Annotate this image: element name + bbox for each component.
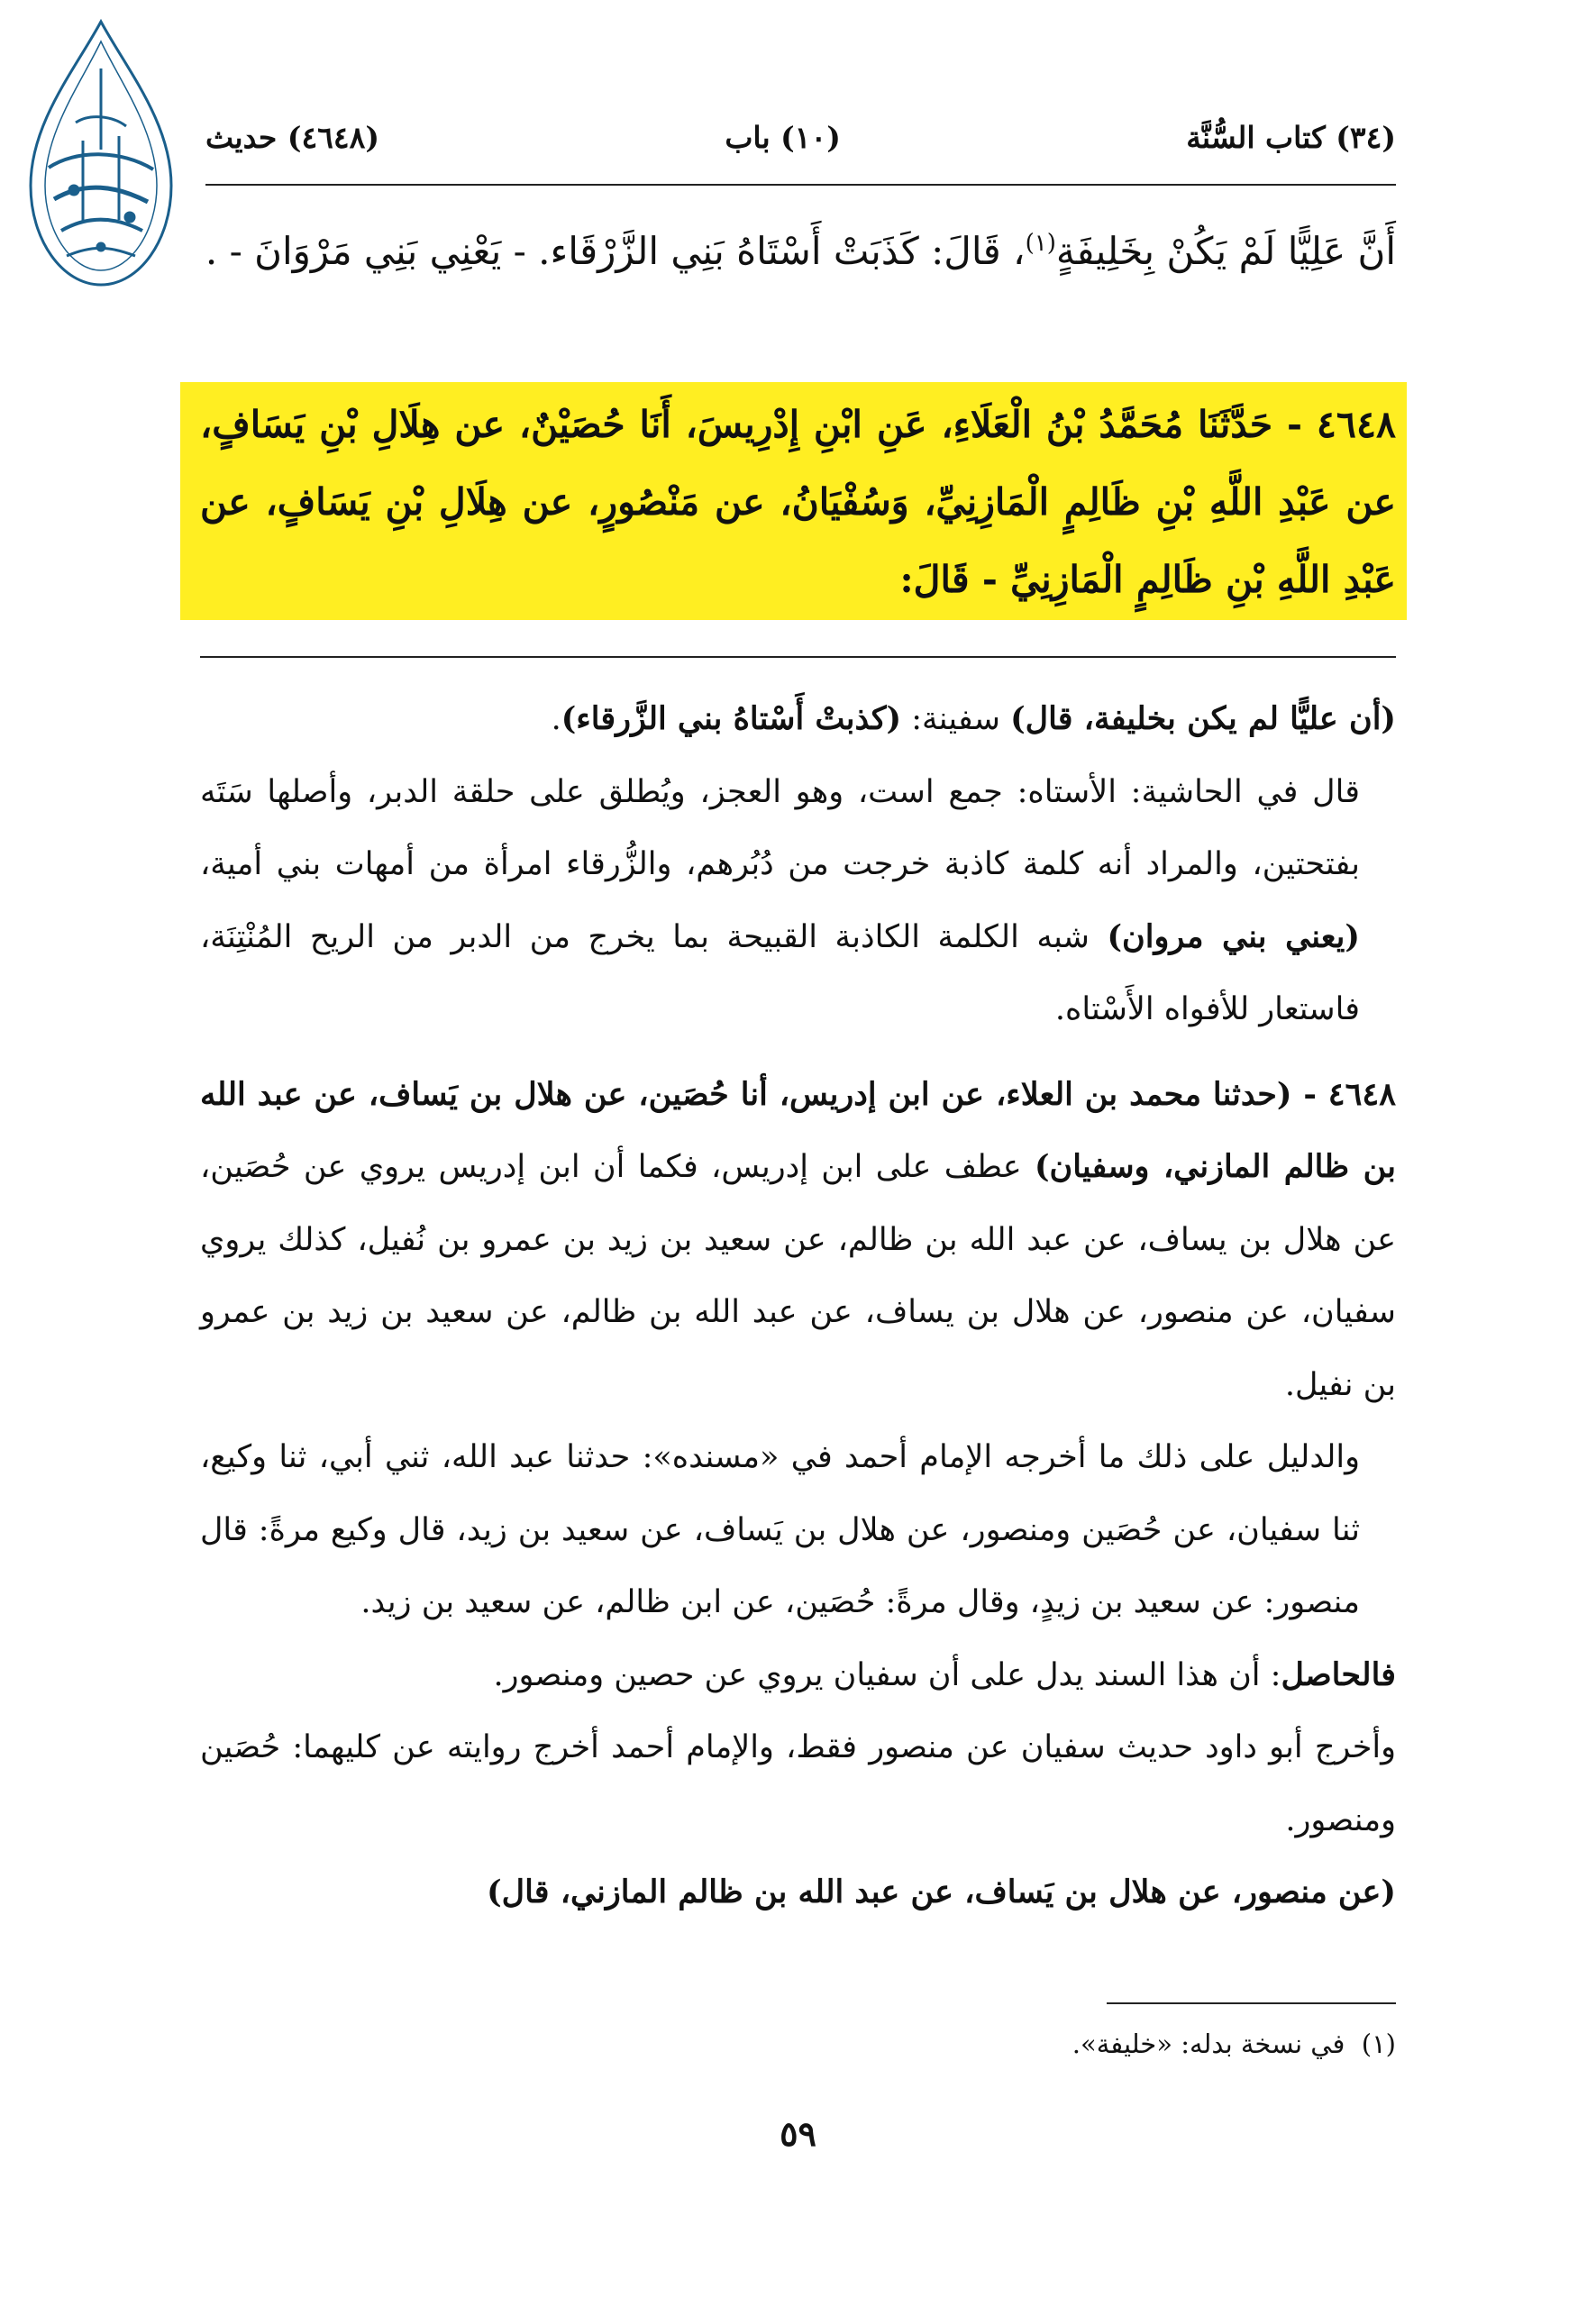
- sharh-text: قال في الحاشية: الأستاه: جمع است، وهو العجز، ويُطلق على حلقة الدبر، وأصلها سَتَه بفتحتين، والمراد أنه كلمة كاذبة خرجت من دُبُرهم، والزُّرقاء امرأة من أمهات بني أمية،: [200, 773, 1360, 882]
- sharh-paragraph-2: [200, 756, 1396, 1046]
- sharh-text: سفينة:: [901, 701, 1011, 737]
- quoted-matn: (كذبتْ أَسْتاهُ بني الزَّرقاء): [561, 700, 902, 737]
- hadith-number: ٤٦٤٨ -: [1287, 403, 1396, 446]
- sharh-paragraph-6: وأخرج أبو داود حديث سفيان عن منصور فقط، والإمام أحمد أخرج روايته عن كليهما: حُصَين ومنصور.: [200, 1729, 1396, 1838]
- commentary: [200, 683, 1396, 1929]
- sharh-paragraph-7: [200, 1856, 1396, 1929]
- hadith-4648-matn: [200, 386, 1396, 618]
- footnote: [200, 2017, 1396, 2071]
- quoted-isnad: (عن منصور، عن هلال بن يَساف، عن عبد الله بن ظالم المازني، قال): [487, 1874, 1396, 1910]
- isnad-text: مُحَمَّدُ بْنُ الْعَلَاءِ، عَنِ ابْنِ إِدْرِيسَ، أَنَا حُصَيْنٌ، عن هِلَالِ بْنِ يَسَافٍ، عن عَبْدِ اللَّهِ بْنِ ظَالِمٍ الْمَازِنِيِّ، وَسُفْيَانُ، عن مَنْصُورٍ، عن هِلَالِ بْنِ يَسَافٍ، عن عَبْدِ اللَّهِ بْنِ ظَالِمٍ الْمَازِنِيِّ - قَالَ:: [200, 403, 1396, 601]
- footnote-marker[interactable]: (١): [1025, 230, 1056, 257]
- calligraphy-seal-icon: [13, 14, 189, 294]
- matn-text-rest: ، قَالَ: كَذَبَتْ أَسْتَاهُ بَنِي الزَّرْقَاء. - يَعْنِي بَنِي مَرْوَانَ - .: [205, 229, 1026, 273]
- sharh-paragraph-1: [200, 683, 1396, 756]
- sharh-text: شبه الكلمة الكاذبة القبيحة بما يخرج من الدبر من الريح المُنْتِنَة، فاستعار للأفواه الأَسْتاه.: [200, 918, 1360, 1027]
- matn-text: أَنَّ عَلِيًّا لَمْ يَكُنْ بِخَلِيفَةٍ: [1055, 229, 1396, 273]
- header-book-title: (٣٤) كتاب السُّنَّة: [1186, 119, 1396, 155]
- header-hadith-number: (٤٦٤٨) حديث: [205, 119, 379, 155]
- running-header: [205, 110, 1396, 164]
- sharh-paragraph-5: [200, 1639, 1396, 1712]
- page-number: ٥٩: [780, 2113, 816, 2154]
- sharh-paragraph-4: والدليل على ذلك ما أخرجه الإمام أحمد في «مسنده»: حدثنا عبد الله، ثني أبي، ثنا وكيع، ثنا سفيان، عن حُصَين ومنصور، عن هلال بن يَساف، عن سعيد بن زيد، قال وكيع مرةً: قال منصور: عن سعيد بن زيدٍ، وقال مرةً: حُصَين، عن ابن ظالم، عن سعيد بن زيد.: [200, 1439, 1360, 1620]
- header-chapter: (١٠) باب: [725, 119, 841, 155]
- sharh-text: : أن هذا السند يدل على أن سفيان يروي عن حصين ومنصور.: [493, 1656, 1281, 1693]
- sharh-text: .: [551, 701, 561, 737]
- footnote-divider: [1107, 2002, 1396, 2004]
- matn-sharh-divider: [200, 656, 1396, 658]
- haddathana-word: حَدَّثَنَا: [1197, 403, 1273, 446]
- matn-continuation: [200, 205, 1396, 289]
- header-divider: [205, 184, 1396, 186]
- footnote-text: في نسخة بدله: «خليفة».: [1072, 2029, 1345, 2059]
- footnote-number: (١): [1361, 2029, 1396, 2059]
- sharh-paragraph-3: [200, 1059, 1396, 1422]
- quoted-matn: (يعني بني مروان): [1107, 917, 1360, 955]
- quoted-isnad: ٤٦٤٨ - (حدثنا محمد بن العلاء، عن ابن إدريس، أنا حُصَين، عن هلال بن يَساف، عن عبد الله بن ظالم المازني، وسفيان): [200, 1075, 1396, 1185]
- sharh-text: عطف على ابن إدريس، فكما أن ابن إدريس يروي عن حُصَين، عن هلال بن يساف، عن عبد الله بن ظالم، عن سعيد بن زيد بن عمرو بن نُفيل، كذلك يروي سفيان، عن منصور، عن هلال بن يساف، عن عبد الله بن ظالم، عن سعيد بن زيد بن عمرو بن نفيل.: [200, 1149, 1396, 1403]
- conclusion-word: فالحاصل: [1281, 1655, 1396, 1693]
- quoted-matn: (أن عليًّا لم يكن بخليفة، قال): [1010, 700, 1396, 737]
